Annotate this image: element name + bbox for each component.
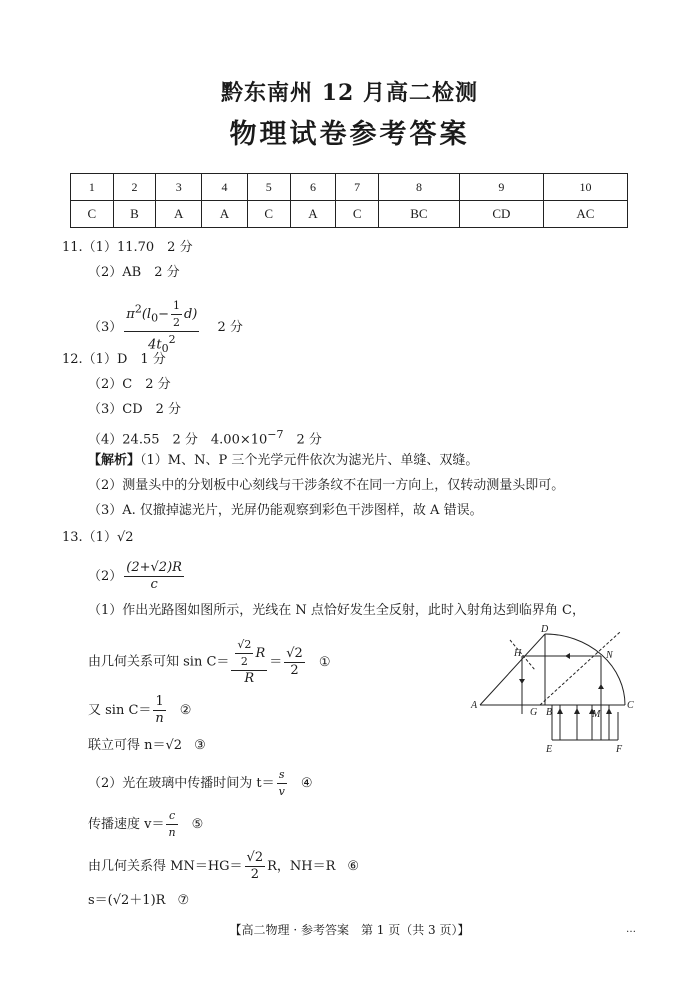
formula-half	[171, 298, 182, 331]
q11-formula-numerator	[124, 298, 199, 332]
q13-equation-4	[88, 767, 313, 800]
arrow-head	[519, 679, 525, 684]
label-g: G	[530, 707, 538, 718]
formula-symbol: π	[126, 307, 135, 322]
q12-answer-1: 12.（1）D 1 分	[62, 352, 166, 367]
equation-text: 由几何关系可知 sin C＝	[88, 654, 230, 670]
q13-solution-intro: （1）作出光路图如图所示，光线在 N 点恰好发生全反射，此时入射角达到临界角 C，	[88, 603, 585, 618]
formula-symbol: 4t	[148, 337, 162, 353]
light-path-diagram	[470, 622, 640, 757]
formula-sub: 0	[151, 311, 159, 325]
table-cell: AC	[543, 201, 627, 228]
answer-table-number-row	[71, 174, 628, 201]
fraction-numerator: √2	[246, 850, 264, 865]
table-cell: A	[202, 201, 248, 228]
fraction-denominator: c	[150, 577, 158, 592]
q11-answer-3-score: 2 分	[217, 319, 243, 335]
equation-text: 传播速度 v＝	[88, 817, 165, 832]
quarter-arc	[545, 634, 625, 705]
fraction-numerator: √2	[286, 645, 303, 661]
table-cell: CD	[459, 201, 543, 228]
analysis-tag: 【解析】	[88, 453, 141, 468]
q13-equation-5	[88, 808, 203, 841]
inner-fraction	[235, 637, 253, 670]
formula-symbol: d)	[183, 307, 198, 322]
label-e: E	[546, 744, 553, 755]
equation-fraction	[245, 850, 266, 883]
table-cell: 1	[71, 174, 114, 201]
equation-number: ③	[194, 738, 206, 753]
label-d: D	[541, 624, 549, 635]
normal-at-n	[540, 632, 620, 705]
table-cell: 9	[459, 174, 543, 201]
q13-answer-1: 13.（1）√2	[62, 530, 134, 545]
page-title-line1: 黔东南州 12 月高二检测	[221, 80, 478, 106]
q12-answer-4-text: （4）24.55 2 分 4.00×10	[88, 432, 268, 448]
table-cell: A	[290, 201, 336, 228]
arrow-head	[598, 684, 604, 689]
q12-answer-4-exponent: −7	[267, 428, 284, 441]
q12-analysis-3: （3）A. 仅撤掉滤光片，光屏仍能观察到彩色干涉图样，故 A 错误。	[88, 503, 483, 518]
equation-fraction	[231, 637, 267, 687]
label-h: H	[514, 648, 522, 659]
table-cell: 10	[543, 174, 627, 201]
table-cell: B	[113, 201, 156, 228]
table-cell: A	[156, 201, 202, 228]
label-b: B	[546, 707, 553, 718]
table-cell: 3	[156, 174, 202, 201]
fraction-denominator: 2	[290, 662, 299, 678]
q12-answer-2: （2）C 2 分	[88, 377, 171, 392]
fraction-denominator: 2	[240, 655, 248, 668]
q13-equation-2	[88, 694, 191, 727]
q12-analysis-1-text: （1）M、N、P 三个光学元件依次为滤光片、单缝、双缝。	[140, 453, 479, 468]
arrow-head	[606, 708, 612, 714]
arrow-head	[557, 708, 563, 714]
q12-answer-4-score: 2 分	[283, 432, 322, 448]
table-cell: C	[71, 201, 114, 228]
q13-answer-2	[88, 560, 186, 593]
table-cell: C	[247, 201, 290, 228]
formula-sup: 2	[134, 302, 142, 316]
q12-answer-4	[88, 427, 322, 448]
formula-symbol: (l	[141, 307, 152, 322]
page-title-line2: 物理试卷参考答案	[229, 119, 470, 150]
footer-corner-mark: …	[626, 924, 636, 935]
q12-answer-3: （3）CD 2 分	[88, 402, 182, 417]
arrow-head	[565, 653, 570, 659]
equation-number: ⑤	[191, 817, 204, 832]
q13-equation-1	[88, 637, 330, 687]
q11-formula	[124, 298, 199, 357]
equation-number: ⑥	[347, 859, 360, 874]
fraction-numerator: c	[166, 808, 177, 825]
q11-answer-1: 11.（1）11.70 2 分	[62, 240, 193, 255]
table-cell: 8	[379, 174, 460, 201]
formula-symbol: R	[255, 646, 266, 661]
q13-equation-7	[88, 893, 189, 909]
formula-symbol: −	[158, 307, 169, 322]
answer-table	[70, 173, 628, 228]
table-cell: C	[336, 201, 379, 228]
formula-sup: 2	[168, 333, 176, 346]
formula-half-num: 1	[171, 298, 182, 315]
equation-fraction	[153, 694, 165, 727]
equation-text: 由几何关系得 MN＝HG＝	[88, 859, 243, 874]
fraction-denominator: n	[168, 826, 176, 839]
prism-edge-ad	[480, 634, 545, 705]
equation-text: s＝(√2＋1)R	[88, 893, 166, 908]
table-cell: 2	[113, 174, 156, 201]
equation-text: R，NH＝R	[267, 859, 336, 874]
formula-sub: 0	[161, 341, 169, 355]
equation-number: ①	[318, 654, 331, 670]
q12-analysis-1	[88, 453, 478, 469]
label-a: A	[471, 700, 478, 711]
equation-fraction	[284, 646, 305, 679]
label-f: F	[616, 744, 623, 755]
equation-text: 联立可得 n＝√2	[88, 738, 183, 753]
q13-answer-2-prefix: （2）	[88, 569, 123, 584]
equation-fraction	[277, 767, 287, 800]
label-m: M	[592, 709, 601, 720]
arrow-head	[574, 708, 580, 714]
table-cell: BC	[379, 201, 460, 228]
equation-text: ＝	[269, 654, 283, 670]
table-cell: 7	[336, 174, 379, 201]
q11-answer-3	[88, 298, 243, 357]
fraction-numerator: (2+√2)R	[126, 560, 182, 575]
fraction-denominator: R	[244, 671, 255, 686]
equation-number: ④	[300, 776, 313, 791]
fraction-denominator: v	[278, 785, 285, 798]
label-n: N	[606, 650, 613, 661]
fraction-numerator: s	[277, 767, 287, 784]
fraction-numerator: √2	[235, 637, 253, 654]
fraction-denominator: n	[155, 711, 164, 726]
q13-equation-6	[88, 850, 359, 883]
equation-text: 又 sin C＝	[88, 703, 152, 718]
q13-answer-2-fraction	[124, 560, 184, 593]
equation-number: ②	[179, 703, 192, 718]
formula-half-den: 2	[172, 316, 180, 329]
fraction-numerator	[231, 637, 267, 671]
table-cell: 4	[202, 174, 248, 201]
fraction-numerator: 1	[153, 694, 165, 711]
table-cell: 5	[247, 174, 290, 201]
q12-analysis-2: （2）测量头中的分划板中心刻线与干涉条纹不在同一方向上，仅转动测量头即可。	[88, 478, 565, 493]
q11-answer-2: （2）AB 2 分	[88, 265, 180, 280]
label-c: C	[627, 700, 634, 711]
equation-fraction	[166, 808, 177, 841]
q13-equation-3	[88, 738, 206, 754]
equation-number: ⑦	[177, 893, 190, 908]
answer-table-value-row	[71, 201, 628, 228]
fraction-denominator: 2	[250, 867, 259, 882]
equation-text: （2）光在玻璃中传播时间为 t＝	[88, 776, 275, 791]
page-footer: 【高二物理 · 参考答案 第 1 页（共 3 页）】	[229, 923, 470, 937]
q11-answer-3-prefix: （3）	[88, 319, 123, 335]
table-cell: 6	[290, 174, 336, 201]
